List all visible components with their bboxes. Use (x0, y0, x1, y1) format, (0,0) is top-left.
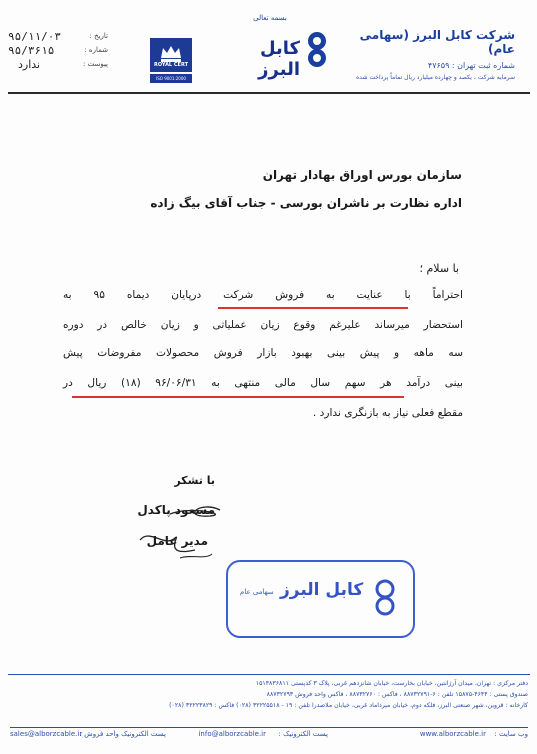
number-value: ۹۵/۳۶۱۵ (8, 44, 55, 57)
sales-email-label: پست الکترونیک واحد فروش : (79, 730, 166, 738)
registration-number: شماره ثبت تهران : ۴۷۶۵۹ (427, 61, 515, 70)
cable-logo-icon (302, 30, 332, 68)
footer-factory-address: کارخانه : قزوین، شهر صنعتی البرز، فلکه دوم، خیابان میرداماد غربی، خیابان ملاصدرا تلفن : ۱۹ - ۳۲۲۲۵۵۱۸ (۰۲۸) فاکس : ۳۲۲۲۳۸۲۹ (۰۲۸) (169, 702, 528, 709)
letter-body (63, 289, 463, 449)
date-value: ۹۵/۱۱/۰۳ (8, 30, 61, 43)
stamp-logo-icon (372, 578, 398, 618)
highlight-underline (72, 396, 404, 398)
footer-contacts (10, 727, 528, 742)
attachment-value: ندارد (18, 58, 41, 71)
capital-note: سرمایه شرکت ، یکصد و چهارده میلیارد ریال تماماً پرداخت شده (356, 74, 515, 81)
company-logo (222, 28, 332, 80)
body-line: سه ماهه و پیش بینی بهبود بازار فروش محصولات مفروضات پیش (63, 347, 463, 359)
date-label: تاریخ : (89, 32, 108, 40)
attachment-label: پیوست : (83, 60, 108, 68)
signer-title: مدیر عامل (146, 534, 208, 548)
email-link[interactable]: info@alborzcable.ir (198, 730, 266, 738)
header-divider (8, 92, 530, 94)
number-label: شماره : (84, 46, 108, 54)
email-label: پست الکترونیک : (278, 730, 328, 738)
footer-office-address: دفتر مرکزی : تهران، میدان آرژانتین، خیابان بخارست، خیابان شانزدهم غربی، پلاک ۳ کدپستی ۱۵۱۴۸۳۶۸۱۱ (255, 680, 528, 687)
footer-addresses (10, 678, 528, 711)
attachment-row (8, 58, 108, 72)
logo-text: کابل البرز (258, 38, 300, 80)
letter-meta (8, 30, 108, 72)
website-label: وب سایت : (494, 730, 528, 738)
greeting: با سلام ؛ (419, 262, 459, 275)
stamp-text: کابل البرز (280, 580, 364, 600)
highlight-underline (218, 307, 408, 309)
company-name: شرکت کابل البرز (سهامی عام) (359, 28, 515, 56)
department: اداره نظارت بر ناشران بورسی - جناب آقای بیگ زاده (150, 196, 462, 210)
date-row (8, 30, 108, 44)
company-stamp (226, 560, 415, 638)
number-row (8, 44, 108, 58)
recipient: سازمان بورس اوراق بهادار تهران (262, 168, 462, 182)
body-line: استحضار میرساند علیرغم وقوع زیان عملیاتی و زیان خالص در دوره (63, 319, 463, 331)
body-line: مقطع فعلی نیاز به بازنگری ندارد . (312, 407, 463, 419)
royal-cert-label: ROYAL CERT (154, 62, 188, 68)
iso-label: ISO 9001:2000 (150, 74, 192, 83)
signer-name: مسعود پاکدل (137, 503, 215, 517)
footer-po-box: صندوق پستی : ۴۶۴۴-۱۵۸۷۵ تلفن : ۶-۸۸۷۳۲۷۹۱ ، فاکس : ۸۸۷۳۲۷۶۰ ، فاکس واحد فروش ۸۸۷۳۲۷۹۳ (266, 691, 528, 698)
signature-icon (120, 488, 240, 568)
company-header (345, 28, 515, 81)
website-link[interactable]: www.alborzcable.ir (419, 730, 486, 738)
stamp-subtext: سهامی عام (240, 588, 274, 596)
bismillah: بسمه تعالی (253, 14, 287, 22)
body-line: بینی درآمد هر سهم سال مالی منتهی به ۹۶/۰۶/۳۱ (۱۸) ریال در (63, 377, 463, 389)
closing: با تشکر (174, 474, 215, 487)
sales-email-link[interactable]: sales@alborzcable.ir (10, 730, 83, 738)
royal-cert-badge (150, 38, 192, 88)
body-line: احتراماً با عنایت به فروش شرکت درپایان دیماه ۹۵ به (63, 289, 463, 301)
footer-divider (8, 674, 530, 675)
